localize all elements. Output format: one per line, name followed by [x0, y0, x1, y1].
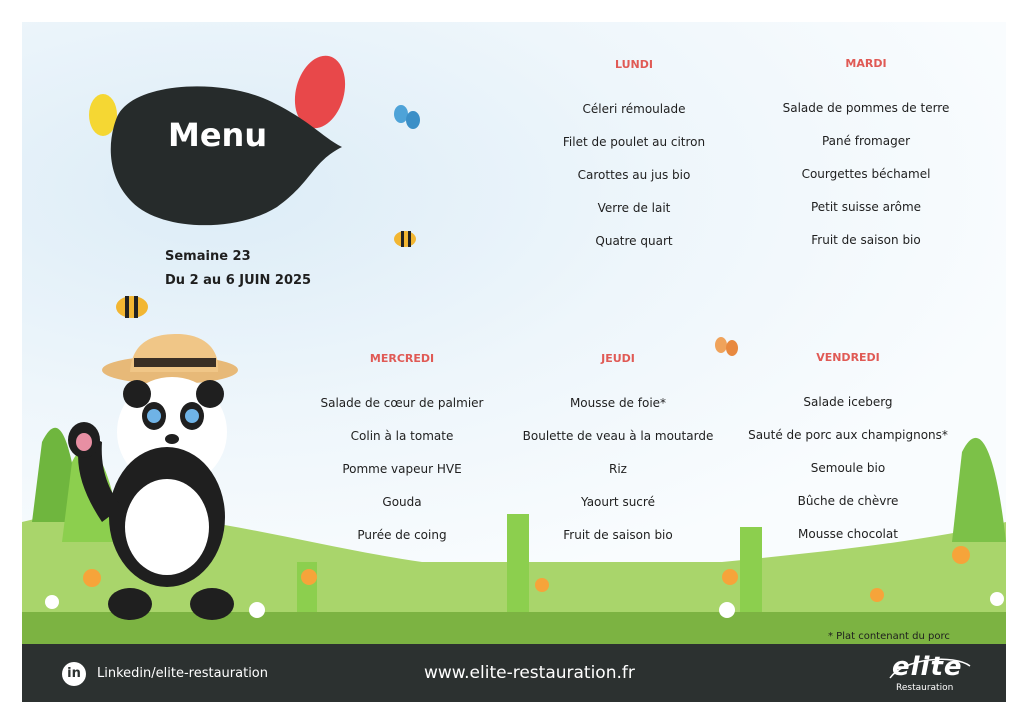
website-link[interactable]: www.elite-restauration.fr: [424, 663, 635, 683]
dish-item: Céleri rémoulade: [582, 102, 686, 116]
dish-item: Gouda: [382, 495, 422, 509]
dish-item: Salade de pommes de terre: [782, 101, 950, 115]
pork-footnote: * Plat contenant du porc: [828, 631, 950, 642]
day-heading: VENDREDI: [816, 351, 880, 364]
day-column-jeudi: [498, 352, 738, 561]
menu-title: Menu: [168, 116, 268, 154]
day-column-lundi: [514, 58, 754, 267]
dish-item: Boulette de veau à la moutarde: [522, 429, 714, 443]
day-column-vendredi: [728, 351, 968, 560]
day-heading: JEUDI: [601, 352, 635, 365]
dish-item: Pané fromager: [821, 134, 911, 148]
yellow-balloon-icon: [89, 94, 117, 136]
linkedin-link[interactable]: Linkedin/elite-restauration: [97, 666, 268, 681]
dish-item: Courgettes béchamel: [801, 167, 931, 181]
dish-item: Mousse de foie*: [569, 396, 667, 410]
bee-icon-1: [394, 231, 416, 247]
dish-item: Semoule bio: [810, 461, 886, 475]
dish-item: Riz: [609, 462, 627, 476]
dish-item: Purée de coing: [357, 528, 447, 542]
dish-item: Yaourt sucré: [581, 495, 655, 509]
dish-item: Pomme vapeur HVE: [342, 462, 462, 476]
day-column-mardi: [746, 57, 986, 266]
dish-item: Filet de poulet au citron: [562, 135, 706, 149]
dish-item: Bûche de chèvre: [797, 494, 899, 508]
week-dates: Du 2 au 6 JUIN 2025: [165, 273, 312, 288]
bee-icon-2: [116, 296, 148, 318]
dish-item: Salade de cœur de palmier: [320, 396, 484, 410]
menu-sheet: [22, 22, 1006, 702]
elite-logo-word: elite: [892, 652, 963, 682]
dish-item: Mousse chocolat: [798, 527, 898, 541]
day-heading: MERCREDI: [369, 352, 435, 365]
dish-item: Colin à la tomate: [350, 429, 454, 443]
dish-item: Verre de lait: [597, 201, 671, 215]
dish-item: Sauté de porc aux champignons*: [748, 428, 948, 442]
day-heading: LUNDI: [615, 58, 653, 71]
day-column-mercredi: [282, 352, 522, 561]
week-number: Semaine 23: [165, 249, 251, 264]
dish-item: Salade iceberg: [803, 395, 893, 409]
dish-item: Petit suisse arôme: [810, 200, 922, 214]
day-heading: MARDI: [845, 57, 887, 70]
dish-item: Quatre quart: [595, 234, 673, 248]
dish-item: Carottes au jus bio: [577, 168, 691, 182]
linkedin-icon[interactable]: in: [62, 662, 86, 686]
dish-item: Fruit de saison bio: [811, 233, 921, 247]
blue-butterfly-icon: [394, 105, 420, 129]
elite-logo-subtitle: Restauration: [896, 683, 954, 693]
dish-item: Fruit de saison bio: [563, 528, 673, 542]
